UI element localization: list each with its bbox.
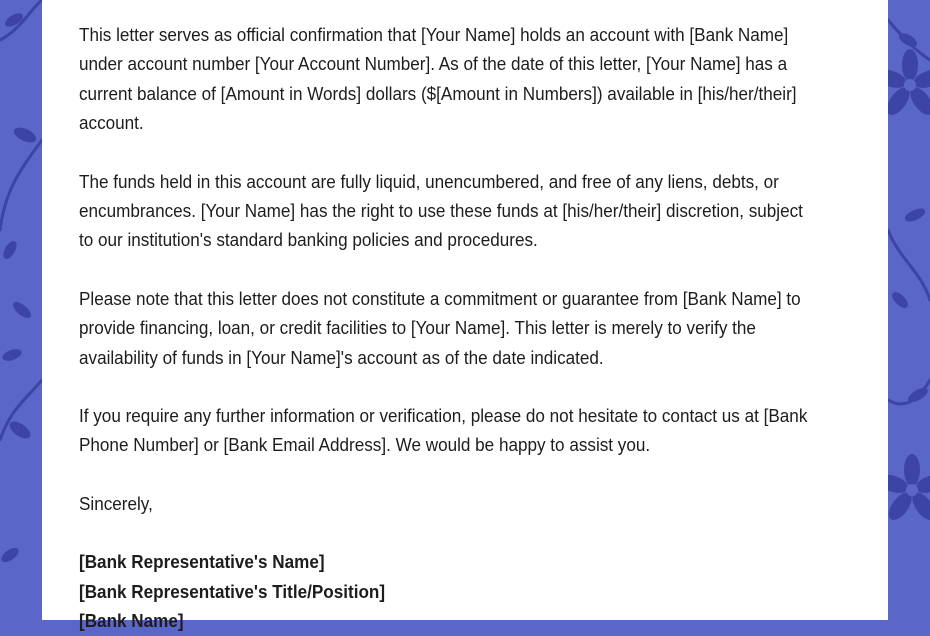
- leaf-icon: [7, 418, 34, 442]
- leaf-icon: [0, 545, 21, 565]
- leaf-icon: [903, 206, 927, 224]
- paragraph-disclaimer: Please note that this letter does not constitute a commitment or guarantee from [Bank Name] to provide financing, loan, or credit facilities to [Your Name]. This letter is merely to verify the availability of funds in [Your Name]'s account as of the date indicated.: [79, 287, 801, 368]
- leaf-icon: [10, 299, 33, 321]
- paragraph-contact: If you require any further information or verification, please do not hesitate to contact us at [Bank Phone Number] or [Bank Email Address]. We would be happy to assist you.: [79, 405, 808, 456]
- signature-title: [Bank Representative's Title/Position]: [79, 580, 386, 602]
- paragraph-confirmation: This letter serves as official confirmation that [Your Name] holds an account with [Bank Name] under account number [Your Account Number]. As of the date of this letter, [Your Name] has a current balance of [Amount in Words] dollars ($[Amount in Numbers]) available in [his/her/their] account.: [79, 24, 797, 134]
- closing-line: Sincerely,: [79, 492, 153, 514]
- vine-right-2: [888, 230, 930, 300]
- signature-bank: [Bank Name]: [79, 610, 184, 632]
- letter-body: [79, 20, 815, 636]
- vine-left-2: [0, 140, 42, 230]
- signature-block: [79, 547, 815, 635]
- signature-name: [Bank Representative's Name]: [79, 551, 325, 573]
- leaf-icon: [1, 347, 23, 363]
- leaf-icon: [3, 11, 25, 30]
- letter-page: [42, 0, 888, 632]
- leaf-icon: [889, 289, 910, 310]
- leaf-icon: [1, 239, 20, 261]
- leaf-icon: [12, 124, 39, 145]
- paragraph-funds: The funds held in this account are fully liquid, unencumbered, and free of any liens, debts, or encumbrances. [Your Name] has the right to use these funds at [his/her/their] discretion, subject to our institution's standard banking policies and procedures.: [79, 170, 803, 251]
